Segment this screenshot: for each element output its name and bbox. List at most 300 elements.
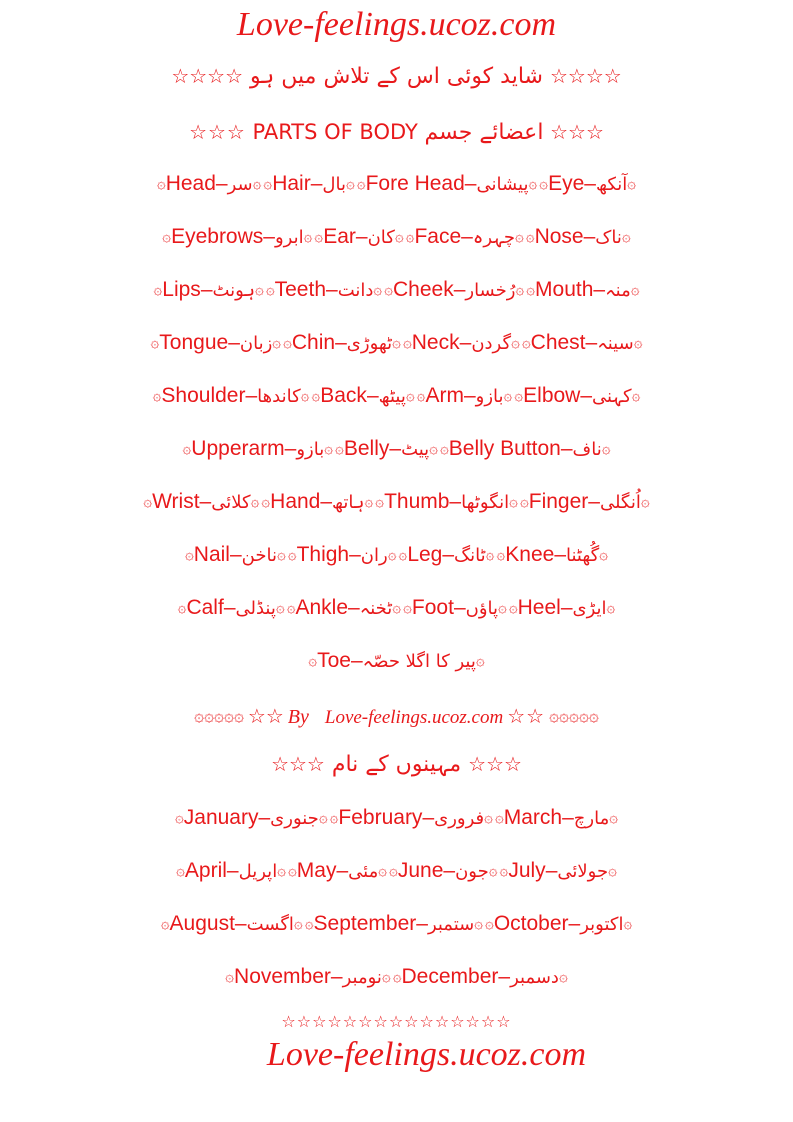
body-part-english: Calf bbox=[186, 596, 224, 619]
ornament-icon: ۞ bbox=[184, 545, 194, 563]
ornament-icon: ۞ bbox=[156, 174, 166, 192]
body-part-urdu: آنکھ bbox=[595, 174, 628, 195]
ornament-icon: ۞ bbox=[300, 386, 310, 404]
body-part-english: Thigh bbox=[296, 543, 350, 566]
body-part-english: Head bbox=[165, 172, 216, 195]
ornament-icon: ۞ bbox=[177, 598, 187, 616]
separator: – bbox=[443, 859, 456, 882]
body-part-item bbox=[496, 543, 608, 567]
ornament-icon: ۞ bbox=[488, 861, 498, 879]
body-part-english: Hair bbox=[272, 172, 311, 195]
ornament-icon: ۞ bbox=[514, 386, 524, 404]
ornament-icon: ۞ bbox=[384, 280, 393, 298]
body-part-item bbox=[308, 649, 484, 673]
body-part-english: Lips bbox=[162, 278, 201, 301]
body-part-urdu: چہرہ bbox=[472, 227, 515, 248]
body-part-item bbox=[440, 437, 611, 461]
ornament-icon: ۞ bbox=[402, 333, 412, 351]
ornament-icon: ۞ bbox=[499, 861, 509, 879]
ornament-icon: ۞ bbox=[378, 861, 388, 879]
month-item bbox=[389, 859, 497, 883]
ornament-icon: ۞ bbox=[496, 545, 506, 563]
ornament-icon: ۞ bbox=[275, 598, 285, 616]
month-item bbox=[175, 806, 328, 830]
body-part-item bbox=[403, 596, 507, 620]
body-part-row bbox=[0, 437, 793, 461]
body-part-english: Ankle bbox=[295, 596, 349, 619]
month-urdu: اگست bbox=[246, 914, 294, 935]
month-item bbox=[305, 912, 483, 936]
body-part-urdu: گردن bbox=[471, 333, 512, 354]
separator: – bbox=[580, 384, 593, 407]
ornament-icon: ۞ bbox=[387, 545, 397, 563]
separator: – bbox=[585, 331, 598, 354]
ornament-icon: ۞ bbox=[288, 861, 297, 879]
separator: – bbox=[263, 225, 275, 248]
body-part-english: Cheek bbox=[392, 278, 454, 301]
separator: – bbox=[422, 806, 435, 829]
ornament-icon: ۞ bbox=[392, 598, 402, 616]
month-row bbox=[0, 912, 793, 936]
ornament-icon: ۞ bbox=[277, 861, 286, 879]
body-part-urdu: دانت bbox=[337, 280, 374, 301]
separator: – bbox=[234, 912, 247, 935]
ornament-icon: ۞ bbox=[265, 280, 275, 298]
body-part-english: Hand bbox=[270, 490, 321, 513]
stars-right: ☆☆☆ bbox=[550, 120, 604, 144]
ornament-icon: ۞ bbox=[515, 280, 525, 298]
month-english: June bbox=[397, 859, 444, 882]
site-title-top: Love-feelings.ucoz.com bbox=[236, 6, 557, 43]
separator: – bbox=[554, 543, 566, 566]
body-part-item bbox=[162, 225, 312, 249]
ornament-icon: ۞ bbox=[519, 492, 529, 510]
ornament-icon: ۞ bbox=[252, 174, 262, 192]
ornament-group-right: ۞۞۞۞۞ bbox=[549, 706, 599, 726]
month-row bbox=[0, 859, 793, 883]
month-urdu: اپریل bbox=[238, 861, 278, 882]
separator: – bbox=[320, 490, 333, 513]
ornament-icon: ۞ bbox=[311, 386, 321, 404]
body-part-urdu: بازو bbox=[296, 439, 325, 460]
body-part-item bbox=[263, 172, 354, 196]
body-part-english: Elbow bbox=[523, 384, 581, 407]
body-part-urdu: انگوٹھا bbox=[461, 492, 510, 513]
separator: – bbox=[245, 384, 258, 407]
month-row bbox=[0, 806, 793, 830]
body-part-english: Shoulder bbox=[161, 384, 246, 407]
month-row bbox=[0, 965, 793, 989]
body-part-urdu: کلائی bbox=[211, 492, 251, 513]
separator: – bbox=[464, 172, 477, 195]
month-urdu: جولائی bbox=[557, 861, 609, 882]
ornament-icon: ۞ bbox=[403, 598, 412, 616]
body-part-urdu: ابرو bbox=[274, 227, 304, 248]
separator: – bbox=[348, 596, 360, 619]
month-english: April bbox=[184, 859, 227, 882]
body-part-urdu: ٹھوڑی bbox=[346, 333, 393, 354]
separator: – bbox=[560, 596, 573, 619]
separator: – bbox=[593, 278, 606, 301]
ornament-icon: ۞ bbox=[250, 492, 260, 510]
site-title-bottom: Love-feelings.ucoz.com bbox=[266, 1036, 587, 1073]
ornament-icon: ۞ bbox=[526, 280, 536, 298]
body-part-english: Belly Button bbox=[448, 437, 561, 460]
ornament-icon: ۞ bbox=[439, 439, 449, 457]
bottom-stars: ☆☆☆☆☆☆☆☆☆☆☆☆☆☆☆ bbox=[281, 1012, 512, 1031]
ornament-icon: ۞ bbox=[375, 492, 385, 510]
ornament-icon: ۞ bbox=[630, 280, 640, 298]
ornament-icon: ۞ bbox=[416, 386, 426, 404]
body-part-item bbox=[314, 225, 403, 249]
ornament-icon: ۞ bbox=[494, 808, 504, 826]
body-part-urdu: پیٹ bbox=[401, 439, 430, 460]
body-part-english: Belly bbox=[343, 437, 390, 460]
ornament-icon: ۞ bbox=[314, 227, 324, 245]
ornament-icon: ۞ bbox=[263, 174, 273, 192]
body-part-urdu: ہاتھ bbox=[332, 492, 365, 513]
month-english: May bbox=[296, 859, 337, 882]
separator: – bbox=[459, 331, 472, 354]
separator: – bbox=[226, 859, 239, 882]
subtitle-line bbox=[0, 64, 793, 89]
body-part-english: Face bbox=[414, 225, 462, 248]
ornament-icon: ۞ bbox=[609, 808, 619, 826]
separator: – bbox=[223, 596, 236, 619]
separator: – bbox=[562, 806, 574, 829]
ornament-icon: ۞ bbox=[558, 967, 568, 985]
body-part-item bbox=[178, 596, 285, 620]
separator: – bbox=[335, 331, 347, 354]
body-part-item bbox=[151, 331, 282, 355]
body-part-item bbox=[539, 172, 636, 196]
month-english: July bbox=[508, 859, 546, 882]
separator: – bbox=[545, 859, 558, 882]
separator: – bbox=[326, 278, 338, 301]
separator: – bbox=[461, 225, 473, 248]
body-part-english: Eyebrows bbox=[171, 225, 264, 248]
body-part-urdu: پیر کا اگلا حصّہ bbox=[362, 651, 476, 672]
body-part-urdu: گُھٹنا bbox=[566, 545, 600, 566]
ornament-icon: ۞ bbox=[485, 914, 494, 932]
month-english: November bbox=[234, 965, 331, 988]
month-item bbox=[288, 859, 387, 883]
body-part-item bbox=[514, 384, 640, 408]
body-part-item bbox=[288, 543, 397, 567]
body-part-urdu: بال bbox=[322, 174, 346, 195]
month-item bbox=[500, 859, 617, 883]
body-part-urdu: ناف bbox=[572, 439, 602, 460]
body-part-item bbox=[153, 384, 310, 408]
stars-left: ☆☆☆ bbox=[271, 752, 325, 776]
body-part-urdu: ہونٹ bbox=[212, 280, 256, 301]
month-urdu: مئی bbox=[348, 861, 379, 882]
separator: – bbox=[258, 806, 271, 829]
ornament-icon: ۞ bbox=[304, 914, 314, 932]
body-heading-en: PARTS OF BODY bbox=[252, 120, 418, 144]
separator: – bbox=[416, 912, 428, 935]
separator: – bbox=[588, 490, 600, 513]
ornament-icon: ۞ bbox=[623, 914, 633, 932]
month-urdu: مارچ bbox=[573, 808, 610, 829]
ornament-icon: ۞ bbox=[640, 492, 650, 510]
stars-right: ☆☆☆ bbox=[468, 752, 522, 776]
separator: – bbox=[228, 331, 240, 354]
separator: – bbox=[453, 278, 466, 301]
month-english: February bbox=[338, 806, 423, 829]
separator: – bbox=[200, 278, 213, 301]
body-part-urdu: پیٹھ bbox=[378, 386, 406, 407]
body-part-row bbox=[0, 490, 793, 514]
ornament-icon: ۞ bbox=[429, 439, 438, 457]
separator: – bbox=[336, 859, 349, 882]
ornament-icon: ۞ bbox=[356, 174, 366, 192]
body-part-item bbox=[375, 490, 518, 514]
body-part-row bbox=[0, 543, 793, 567]
separator: – bbox=[330, 965, 343, 988]
body-part-english: Thumb bbox=[384, 490, 450, 513]
body-part-english: Knee bbox=[505, 543, 555, 566]
ornament-icon: ۞ bbox=[225, 967, 235, 985]
month-english: March bbox=[503, 806, 563, 829]
ornament-icon: ۞ bbox=[160, 914, 170, 932]
month-urdu: فروری bbox=[434, 808, 485, 829]
ornament-icon: ۞ bbox=[621, 227, 631, 245]
ornament-icon: ۞ bbox=[364, 492, 374, 510]
body-part-english: Neck bbox=[411, 331, 460, 354]
separator: – bbox=[568, 912, 581, 935]
separator: – bbox=[463, 384, 476, 407]
body-part-english: Teeth bbox=[274, 278, 326, 301]
ornament-icon: ۞ bbox=[511, 333, 520, 351]
body-part-urdu: ایڑی bbox=[572, 598, 607, 619]
body-part-item bbox=[261, 490, 373, 514]
separator: – bbox=[355, 225, 368, 248]
month-urdu: جون bbox=[455, 861, 489, 882]
body-part-urdu: کاندھا bbox=[257, 386, 301, 407]
ornament-icon: ۞ bbox=[405, 386, 415, 404]
ornament-icon: ۞ bbox=[303, 227, 313, 245]
body-part-item bbox=[357, 172, 538, 196]
ornament-icon: ۞ bbox=[525, 227, 535, 245]
ornament-icon: ۞ bbox=[631, 386, 641, 404]
separator: – bbox=[560, 437, 573, 460]
body-part-item bbox=[406, 225, 524, 249]
body-part-item bbox=[384, 278, 524, 302]
body-part-item bbox=[266, 278, 382, 302]
ornament-icon: ۞ bbox=[308, 651, 318, 669]
body-part-item bbox=[143, 490, 259, 514]
ornament-group-left: ۞۞۞۞۞ bbox=[194, 706, 244, 726]
body-part-item bbox=[509, 596, 616, 620]
body-part-urdu: زبان bbox=[239, 333, 273, 354]
ornament-icon: ۞ bbox=[182, 439, 192, 457]
separator: – bbox=[366, 384, 379, 407]
body-part-urdu: سینہ bbox=[597, 333, 634, 354]
ornament-icon: ۞ bbox=[162, 227, 172, 245]
body-part-english: Fore Head bbox=[365, 172, 465, 195]
body-part-urdu: ناخن bbox=[241, 545, 277, 566]
ornament-icon: ۞ bbox=[508, 598, 518, 616]
body-heading bbox=[0, 120, 793, 145]
month-urdu: دسمبر bbox=[510, 967, 559, 988]
month-english: January bbox=[183, 806, 259, 829]
separator: – bbox=[284, 437, 297, 460]
ornament-icon: ۞ bbox=[627, 174, 637, 192]
month-item bbox=[393, 965, 568, 989]
ornament-icon: ۞ bbox=[392, 333, 401, 351]
ornament-icon: ۞ bbox=[143, 492, 153, 510]
body-part-english: Toe bbox=[317, 649, 351, 672]
body-part-row bbox=[0, 384, 793, 408]
stars-right: ☆☆ bbox=[507, 704, 546, 728]
body-part-urdu: رُخسار bbox=[465, 280, 516, 301]
separator: – bbox=[349, 543, 361, 566]
month-english: September bbox=[313, 912, 417, 935]
month-urdu: ستمبر bbox=[427, 914, 475, 935]
body-part-row bbox=[0, 649, 793, 673]
month-english: December bbox=[401, 965, 499, 988]
ornament-icon: ۞ bbox=[276, 545, 286, 563]
body-part-english: Tongue bbox=[159, 331, 229, 354]
body-part-urdu: کان bbox=[367, 227, 395, 248]
separator: – bbox=[498, 965, 511, 988]
body-part-row bbox=[0, 278, 793, 302]
byline-by: By bbox=[287, 706, 309, 728]
separator: – bbox=[583, 225, 596, 248]
ornament-icon: ۞ bbox=[503, 386, 513, 404]
ornament-icon: ۞ bbox=[398, 545, 408, 563]
ornament-icon: ۞ bbox=[272, 333, 282, 351]
body-part-urdu: پنڈلی bbox=[235, 598, 276, 619]
ornament-icon: ۞ bbox=[405, 227, 415, 245]
month-urdu: جنوری bbox=[270, 808, 319, 829]
body-part-english: Upperarm bbox=[191, 437, 285, 460]
body-part-english: Chest bbox=[530, 331, 586, 354]
ornament-icon: ۞ bbox=[283, 333, 292, 351]
ornament-icon: ۞ bbox=[261, 492, 271, 510]
ornament-icon: ۞ bbox=[287, 545, 297, 563]
separator: – bbox=[449, 490, 462, 513]
body-part-row bbox=[0, 331, 793, 355]
body-part-item bbox=[283, 331, 401, 355]
month-item bbox=[495, 806, 618, 830]
ornament-icon: ۞ bbox=[498, 598, 507, 616]
month-english: October bbox=[493, 912, 569, 935]
body-part-english: Chin bbox=[291, 331, 336, 354]
month-item bbox=[176, 859, 286, 883]
body-part-item bbox=[157, 172, 262, 196]
subtitle-urdu: شاید کوئی اس کے تلاش میں ہو bbox=[250, 64, 543, 89]
body-part-english: Foot bbox=[411, 596, 454, 619]
body-part-item bbox=[311, 384, 414, 408]
ornament-icon: ۞ bbox=[521, 333, 531, 351]
ornament-icon: ۞ bbox=[318, 808, 328, 826]
ornament-icon: ۞ bbox=[528, 174, 538, 192]
body-part-item bbox=[287, 596, 401, 620]
months-heading-ur: مہینوں کے نام bbox=[331, 752, 462, 777]
ornament-icon: ۞ bbox=[509, 492, 518, 510]
body-part-urdu: پاؤں bbox=[465, 598, 499, 619]
ornament-icon: ۞ bbox=[474, 914, 484, 932]
separator: – bbox=[229, 543, 242, 566]
month-item bbox=[225, 965, 390, 989]
body-part-item bbox=[335, 437, 438, 461]
body-part-english: Arm bbox=[425, 384, 464, 407]
ornament-icon: ۞ bbox=[514, 227, 524, 245]
body-part-english: Mouth bbox=[535, 278, 594, 301]
body-part-item bbox=[399, 543, 495, 567]
body-part-english: Finger bbox=[528, 490, 589, 513]
month-item bbox=[485, 912, 632, 936]
body-part-urdu: پیشانی bbox=[476, 174, 529, 195]
body-part-item bbox=[153, 278, 263, 302]
separator: – bbox=[584, 172, 596, 195]
body-part-english: Ear bbox=[323, 225, 356, 248]
ornament-icon: ۞ bbox=[174, 808, 184, 826]
stars-left: ☆☆ bbox=[247, 704, 284, 728]
ornament-icon: ۞ bbox=[608, 861, 617, 879]
separator: – bbox=[199, 490, 212, 513]
month-urdu: اکتوبر bbox=[580, 914, 624, 935]
ornament-icon: ۞ bbox=[539, 174, 549, 192]
body-part-urdu: بازو bbox=[475, 386, 504, 407]
ornament-icon: ۞ bbox=[293, 914, 303, 932]
body-part-item bbox=[403, 331, 520, 355]
ornament-icon: ۞ bbox=[255, 280, 264, 298]
ornament-icon: ۞ bbox=[633, 333, 643, 351]
months-heading bbox=[0, 752, 793, 777]
body-part-english: Leg bbox=[407, 543, 443, 566]
body-part-urdu: کہنی bbox=[592, 386, 632, 407]
separator: – bbox=[442, 543, 455, 566]
body-part-urdu: منہ bbox=[605, 280, 631, 301]
body-part-urdu: سر bbox=[227, 174, 253, 195]
ornament-icon: ۞ bbox=[176, 861, 185, 879]
ornament-icon: ۞ bbox=[599, 545, 609, 563]
body-part-english: Heel bbox=[517, 596, 561, 619]
body-part-item bbox=[183, 437, 334, 461]
body-part-row bbox=[0, 596, 793, 620]
body-part-row bbox=[0, 172, 793, 196]
body-part-urdu: اُنگلی bbox=[599, 492, 641, 513]
body-part-english: Back bbox=[320, 384, 367, 407]
byline-url[interactable]: Love-feelings.ucoz.com bbox=[324, 707, 504, 728]
ornament-icon: ۞ bbox=[484, 808, 493, 826]
body-part-item bbox=[520, 490, 650, 514]
ornament-icon: ۞ bbox=[153, 280, 163, 298]
month-item bbox=[330, 806, 493, 830]
separator: – bbox=[215, 172, 228, 195]
body-part-item bbox=[417, 384, 513, 408]
body-part-urdu: ناک bbox=[595, 227, 622, 248]
ornament-icon: ۞ bbox=[329, 808, 339, 826]
body-heading-ur: اعضائے جسم bbox=[424, 120, 544, 145]
stars-left: ☆☆☆☆ bbox=[171, 64, 244, 88]
body-part-urdu: ٹخنہ bbox=[359, 598, 393, 619]
separator: – bbox=[310, 172, 323, 195]
body-part-row bbox=[0, 225, 793, 249]
body-part-item bbox=[526, 225, 631, 249]
ornament-icon: ۞ bbox=[381, 967, 391, 985]
month-item bbox=[161, 912, 303, 936]
ornament-icon: ۞ bbox=[601, 439, 611, 457]
ornament-icon: ۞ bbox=[324, 439, 334, 457]
separator: – bbox=[453, 596, 466, 619]
ornament-icon: ۞ bbox=[335, 439, 344, 457]
stars-left: ☆☆☆ bbox=[189, 120, 246, 144]
month-urdu: نومبر bbox=[342, 967, 382, 988]
